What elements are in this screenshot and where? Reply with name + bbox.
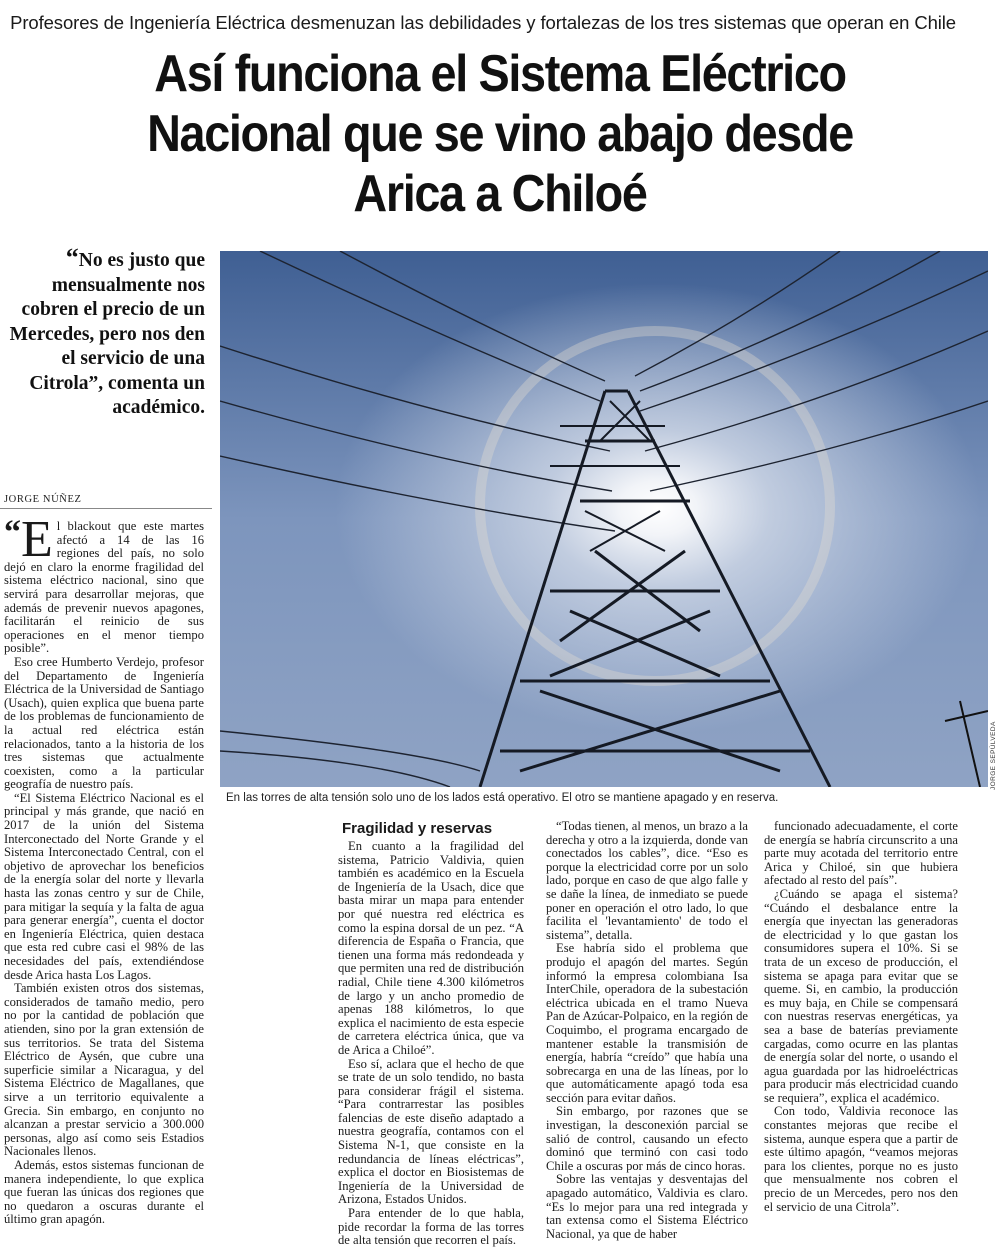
headline-line-1: Así funciona el Sistema Eléctrico: [154, 45, 846, 103]
headline-line-2: Nacional que se vino abajo desde: [147, 105, 853, 163]
paragraph: [4, 511, 204, 656]
paragraph: “El Sistema Eléctrico Nacional es el principal y más grande, que nació en 2017 de la unión del Sistema Interconectado del Norte Grande y el Sistema Interconectado Central, con el objetivo de aprovechar los beneficios de la energía solar del norte y llevarla hasta las zonas centro y sur de Chile, para mitigar la sequía y la falta de agua para generar energía”, cuenta el doctor en Ingeniería Eléctrica, quien destaca que esta red cubre casi el 98% de las necesidades del país, extendiéndose desde Arica hasta Los Lagos.: [4, 790, 204, 982]
pull-quote: [0, 243, 205, 421]
article-column-1: [4, 511, 204, 1227]
paragraph: Eso cree Humberto Verdejo, profesor del Departamento de Ingeniería Eléctrica de la Universidad de Santiago (Usach), quien explica que buena parte de los problemas de funcionamiento de la actual red eléctrica están relacionados, tanto a la historia de los tres sistemas que actualmente coexisten, como a la particular geografía de nuestro país.: [4, 654, 204, 792]
paragraph: Sobre las ventajas y desventajas del apagado automático, Valdivia es claro. “Es lo mejor para una red integrada y tan extensa como el Sistema Eléctrico Nacional, ya que de haber: [546, 1172, 748, 1241]
paragraph: “Todas tienen, al menos, un brazo a la derecha y otro a la izquierda, donde van conectados los cables”, dice. “Eso es porque la electricidad corre por un solo lado, porque en caso de que algo falle y se dañe la línea, de inmediato se puede poner en operación el otro lado, lo que facilita el 'levantamiento' de todo el sistema”, detalla.: [546, 819, 748, 942]
article-kicker: Profesores de Ingeniería Eléctrica desmenuzan las debilidades y fortalezas de los tres sistemas que operan en Chile: [10, 12, 956, 33]
paragraph: funcionado adecuadamente, el corte de energía se habría circunscrito a una parte muy acotada del territorio entre Arica y Chiloé, sin que hubiera afectado al resto del país”.: [764, 819, 958, 888]
headline-line-3: Arica a Chiloé: [353, 165, 647, 223]
article-column-4: [764, 820, 958, 1214]
paragraph-text: l blackout que este martes afectó a 14 de las 16 regiones del país, no solo dejó en claro la enorme fragilidad del sistema eléctrico nacional, sino que servirá para desarrollar mejoras, que además de prevenir nuevos apagones, facilitarán el reinicio de sus operaciones en el menor tiempo posible”.: [4, 519, 204, 656]
photo-caption: En las torres de alta tensión solo uno de los lados está operativo. El otro se mantiene apagado y en reserva.: [226, 792, 779, 804]
paragraph: ¿Cuándo se apaga el sistema? “Cuándo el desbalance entre la energía que inyectan las generadoras de electricidad y lo que gastan los consumidores supera el 10%. Si se trata de un exceso de producción, el sistema se apaga para evitar que se queme. Si, en cambio, la producción es muy baja, en Chile se compensará con nuestras reservas energéticas, ya sea a base de baterías previamente cargadas, como ocurre en las plantas de energía solar del norte, o usando el agua guardada por las hidroeléctricas para producir más electricidad cuando se requiera”, explica el académico.: [764, 886, 958, 1105]
paragraph: Eso sí, aclara que el hecho de que se trate de un solo tendido, no basta para considerar frágil el sistema. “Para contrarrestar las posibles falencias de este diseño adaptado a nuestra geografía, contamos con el Sistema N-1, que consiste en la redundancia de líneas eléctricas”, explica el doctor en Biosistemas de Ingeniería de la Universidad de Arizona, Estados Unidos.: [338, 1056, 524, 1207]
paragraph: Sin embargo, por razones que se investigan, la desconexión parcial se salió de control, causando un efecto dominó que terminó con casi todo Chile a oscuras por más de cinco horas.: [546, 1104, 748, 1173]
open-quote-mark: “: [65, 243, 79, 272]
paragraph: Ese habría sido el problema que produjo el apagón del martes. Según informó la empresa colombiana Isa InterChile, operadora de la subestación eléctrica ubicada en el tramo Nueva Pan de Azúcar-Polpaico, en la región de Coquimbo, el programa encargado de mantener estable la transmisión de energía, habría “creído” que había una sobrecarga en una de las líneas, por lo que automáticamente apagó toda esa sección para evitar daños.: [546, 941, 748, 1105]
paragraph: Con todo, Valdivia reconoce las constantes mejoras que recibe el sistema, aunque espera que a partir de este último apagón, “veamos mejoras para los clientes, porque no es justo que mensualmente nos cobren el precio de un Mercedes, pero nos den el servicio de una Citrola”.: [764, 1104, 958, 1214]
article-photo: [220, 251, 988, 787]
drop-cap-letter: E: [21, 511, 53, 568]
pull-quote-text: No es justo que mensualmente nos cobren el precio de un Mercedes, pero nos den el servicio de una Citrola”, comenta un académico.: [9, 250, 205, 418]
power-tower-photo: [220, 251, 988, 787]
drop-quote-mark: “: [4, 514, 21, 551]
paragraph: Además, estos sistemas funcionan de manera independiente, lo que explica que fueran las únicas dos regiones que no quedaron a oscuras durante el último gran apagón.: [4, 1157, 204, 1227]
byline-divider: [0, 508, 212, 509]
paragraph: Para entender de lo que habla, pide recordar la forma de las torres de alta tensión que recorren el país.: [338, 1206, 524, 1248]
paragraph: También existen otros dos sistemas, considerados de tamaño medio, pero no por la cantidad de población que atienden, sino por la gran extensión de sus territorios. Se trata del Sistema Eléctrico de Aysén, que cubre una superficie similar a Nicaragua, y del Sistema Eléctrico de Magallanes, que sirve a un territorio equivalente a Grecia. Sin embargo, en conjunto no alcanzan a prestar servicio a 300.000 personas, algo así como seis Estadios Nacionales llenos.: [4, 981, 204, 1159]
article-column-2: [338, 820, 524, 1248]
section-subhead: Fragilidad y reservas: [342, 820, 493, 837]
paragraph: En cuanto a la fragilidad del sistema, Patricio Valdivia, quien también es académico en la Escuela de Ingeniería de la Usach, dice que basta mirar un mapa para entender por qué nuestra red eléctrica es como la espina dorsal de un pez. “A diferencia de España o Francia, que tienen una forma más redondeada y que permiten una red de distribución radial, Chile tiene 4.300 kilómetros de largo y un ancho promedio de apenas 188 kilómetros, lo que explica el nacimiento de esta especie de carretera eléctrica única, que va de Arica a Chiloé”.: [338, 839, 524, 1057]
drop-cap: [4, 511, 53, 568]
photo-credit: JORGE SEPÚLVEDA: [990, 721, 997, 790]
byline: JORGE NÚÑEZ: [4, 494, 82, 505]
article-column-3: [546, 820, 748, 1241]
article-headline: [50, 44, 950, 224]
